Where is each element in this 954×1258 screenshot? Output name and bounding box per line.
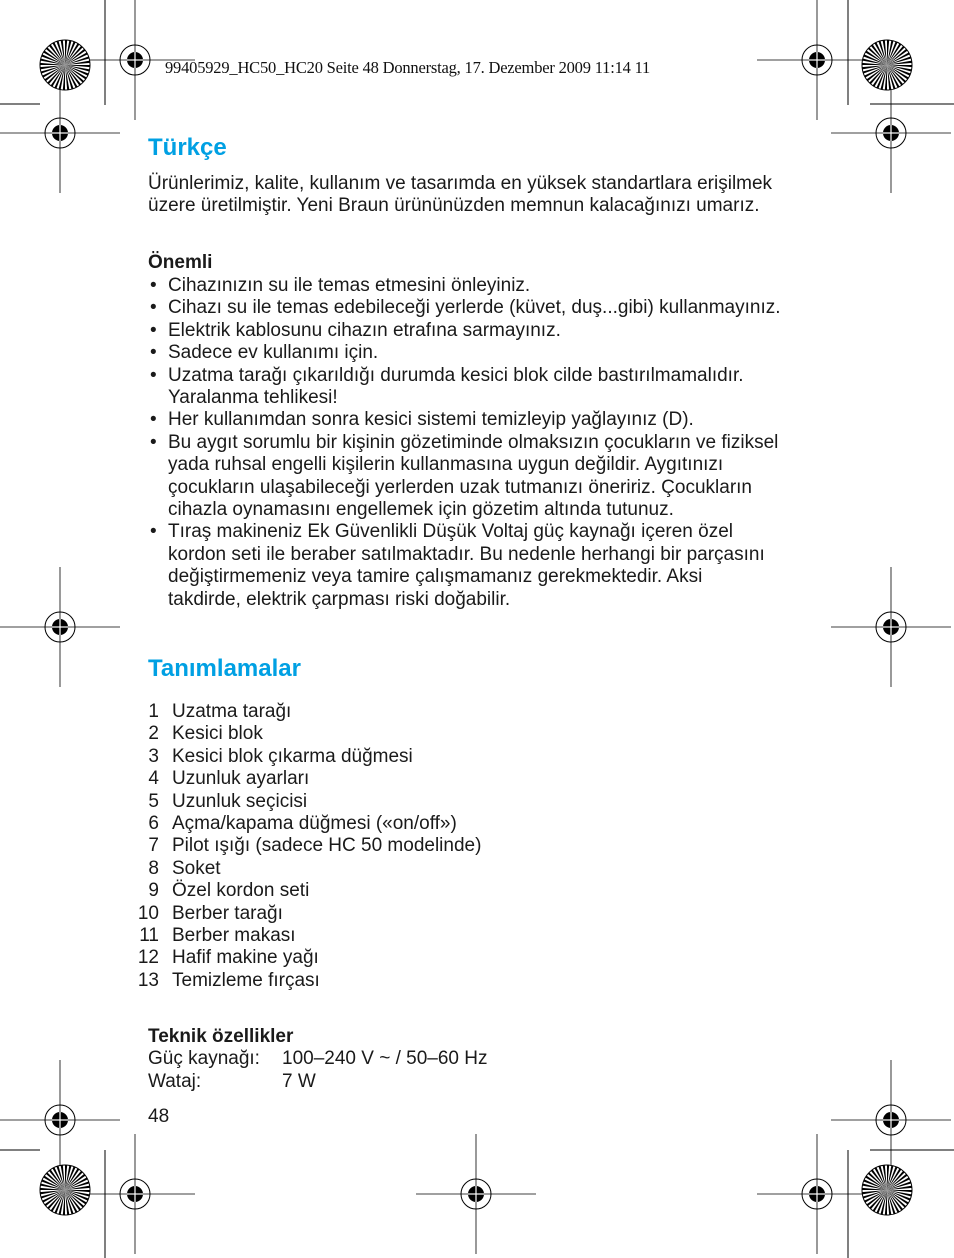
item-number: 7	[148, 835, 159, 857]
print-header: 99405929_HC50_HC20 Seite 48 Donnerstag, 17. Dezember 2009 11:14 11	[165, 58, 651, 77]
bullet-line: çocukların ulaşabileceği yerlerden uzak tutmanızı öneririz. Çocukların	[168, 476, 752, 498]
spec-value: 100–240 V ~ / 50–60 Hz	[282, 1048, 488, 1070]
item-label: Özel kordon seti	[172, 880, 310, 902]
item-label: Kesici blok çıkarma düğmesi	[172, 745, 413, 767]
bullet-line: Her kullanımdan sonra kesici sistemi temizleyip yağlayınız (D).	[168, 409, 694, 431]
item-number: 1	[148, 701, 159, 722]
item-number: 10	[137, 902, 159, 924]
bullet-item	[148, 409, 781, 431]
bullet-item	[148, 432, 781, 522]
bullet-line: takdirde, elektrik çarpması riski doğabilir.	[168, 588, 511, 610]
bullet-line: kordon seti ile beraber satılmaktadır. Bu nedenle herhangi bir parçasını	[168, 543, 765, 565]
parts-list-item	[137, 701, 481, 723]
parts-list-item	[137, 813, 481, 835]
parts-list-item	[137, 746, 481, 768]
item-label: Berber tarağı	[172, 902, 283, 924]
parts-list-item	[137, 925, 481, 947]
bullet-dot: •	[150, 364, 157, 386]
item-label: Kesici blok	[172, 723, 263, 745]
spec-label: Güç kaynağı:	[148, 1048, 260, 1070]
item-label: Hafif makine yağı	[172, 947, 319, 969]
parts-list-item	[137, 858, 481, 880]
bullet-item	[148, 297, 781, 319]
item-label: Berber makası	[172, 925, 296, 947]
bullet-line: Tıraş makineniz Ek Güvenlikli Düşük Voltaj güç kaynağı içeren özel	[168, 521, 733, 543]
bullet-line: Sadece ev kullanımı için.	[168, 342, 379, 364]
bullet-line: yada ruhsal engelli kişilerin kullanmasına uygun değildir. Aygıtınızı	[168, 454, 724, 476]
bullet-line: Cihazınızın su ile temas etmesini önleyiniz.	[168, 275, 531, 296]
bullet-item	[148, 342, 781, 364]
bullet-line: Bu aygıt sorumlu bir kişinin gözetiminde olmaksızın çocukların ve fiziksel	[168, 431, 779, 453]
item-label: Uzunluk ayarları	[172, 768, 310, 790]
intro-line: Ürünlerimiz, kalite, kullanım ve tasarımda en yüksek standartlara erişilmek	[148, 173, 773, 194]
item-label: Temizleme fırçası	[172, 969, 320, 991]
bullet-dot: •	[150, 319, 157, 341]
spec-row	[148, 1071, 487, 1093]
bullet-dot: •	[150, 297, 157, 319]
parts-list-item	[137, 903, 481, 925]
item-number: 13	[137, 969, 159, 991]
bullet-item	[148, 320, 781, 342]
item-number: 12	[137, 947, 159, 969]
parts-list-item	[137, 791, 481, 813]
bullet-line: Yaralanma tehlikesi!	[168, 387, 338, 409]
item-number: 6	[148, 813, 159, 835]
section-title-turkce: Türkçe	[148, 134, 227, 161]
bullet-dot: •	[150, 409, 157, 431]
spec-label: Wataj:	[148, 1070, 202, 1092]
item-label: Uzatma tarağı	[172, 701, 292, 722]
bullet-line: değiştirmemeniz veya tamire çalışmamanız gerekmektedir. Aksi	[168, 566, 703, 588]
spec-row	[148, 1048, 487, 1070]
item-label: Açma/kapama düğmesi («on/off»)	[172, 813, 457, 835]
parts-list	[137, 701, 481, 992]
bullet-line: Cihazı su ile temas edebileceği yerlerde (küvet, duş...gibi) kullanmayınız.	[168, 297, 781, 319]
item-number: 9	[148, 880, 159, 902]
parts-list-item	[137, 835, 481, 857]
parts-list-item	[137, 970, 481, 992]
item-number: 3	[148, 745, 159, 767]
bullet-line: Uzatma tarağı çıkarıldığı durumda kesici blok cilde bastırılmamalıdır.	[168, 364, 744, 386]
important-heading: Önemli	[148, 252, 213, 273]
parts-list-item	[137, 947, 481, 969]
item-number: 11	[139, 925, 159, 947]
parts-list-item	[137, 768, 481, 790]
item-number: 8	[148, 857, 159, 879]
item-number: 4	[148, 768, 159, 790]
item-label: Pilot ışığı (sadece HC 50 modelinde)	[172, 835, 482, 857]
important-bullet-list	[148, 275, 781, 611]
spec-value: 7 W	[282, 1070, 316, 1092]
parts-list-item	[137, 723, 481, 745]
bullet-dot: •	[150, 275, 157, 296]
bullet-line: cihazla oynamasını engellemek için gözetim altında tutunuz.	[168, 499, 674, 521]
page-number: 48	[148, 1106, 170, 1127]
item-number: 5	[148, 790, 159, 812]
specs-heading: Teknik özellikler	[148, 1026, 294, 1047]
specs-block	[148, 1026, 487, 1093]
bullet-dot: •	[150, 342, 157, 364]
item-label: Uzunluk seçicisi	[172, 790, 308, 812]
bullet-item	[148, 365, 781, 410]
bullet-item	[148, 275, 781, 297]
bullet-line: Elektrik kablosunu cihazın etrafına sarmayınız.	[168, 319, 561, 341]
intro-paragraph	[148, 173, 772, 218]
bullet-item	[148, 521, 781, 611]
bullet-dot: •	[150, 431, 157, 453]
intro-line: üzere üretilmiştir. Yeni Braun ürününüzden memnun kalacağınızı umarız.	[148, 195, 760, 217]
parts-list-item	[137, 880, 481, 902]
bullet-dot: •	[150, 521, 157, 543]
item-label: Soket	[172, 857, 221, 879]
section-title-tanimlamalar: Tanımlamalar	[148, 655, 301, 682]
item-number: 2	[148, 723, 159, 745]
